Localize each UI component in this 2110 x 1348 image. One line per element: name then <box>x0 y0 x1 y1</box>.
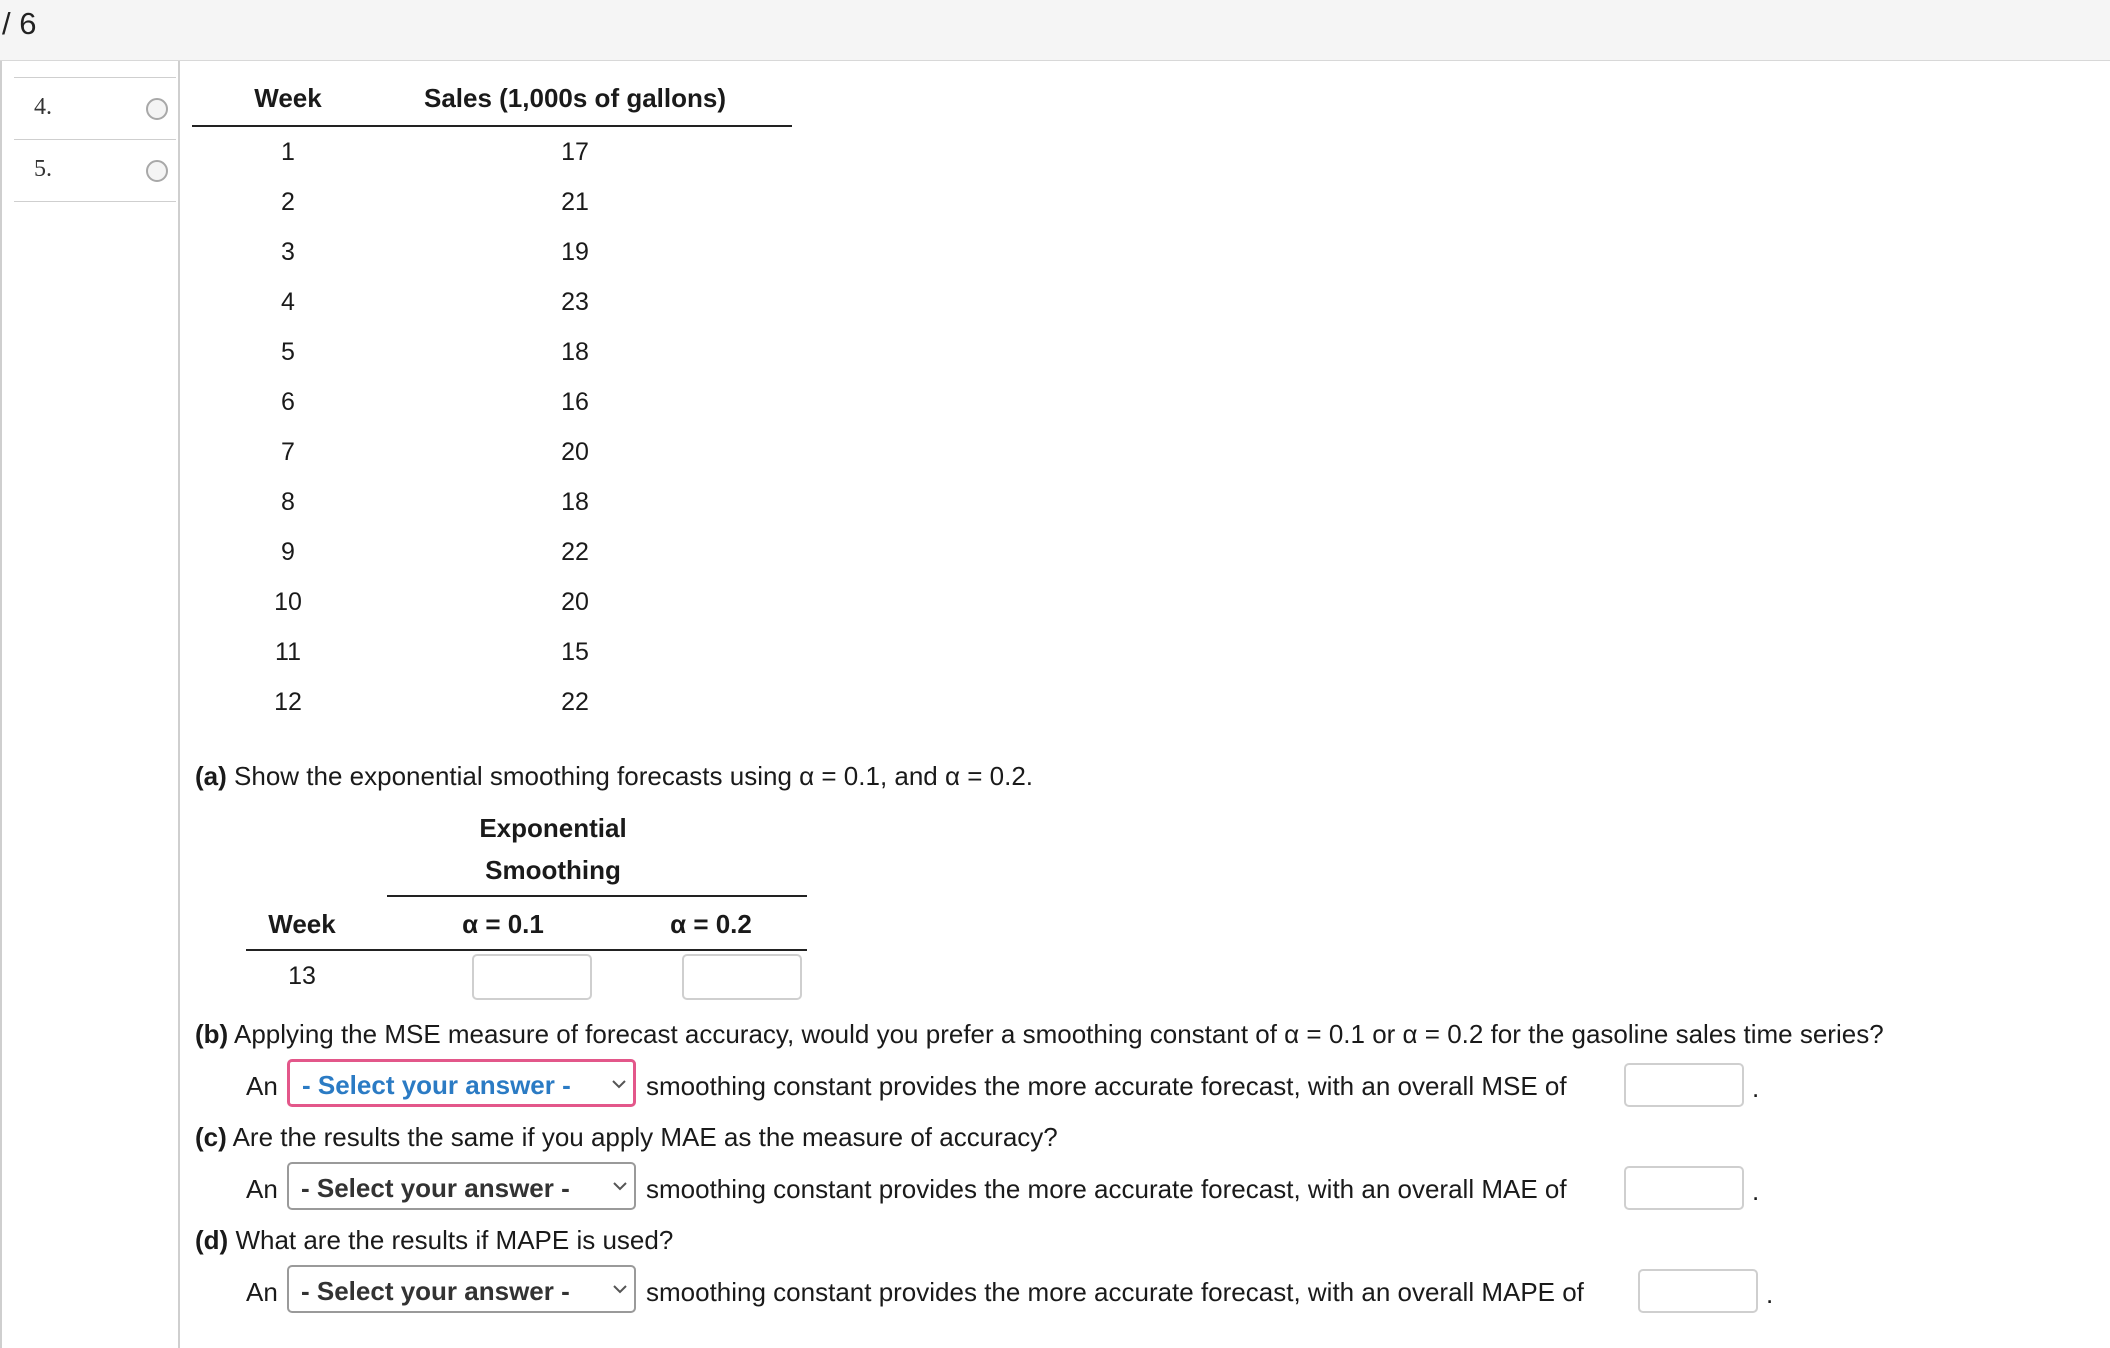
status-radio-icon[interactable] <box>146 160 168 182</box>
part-a-label: (a) <box>195 761 227 791</box>
week-cell: 1 <box>281 138 295 166</box>
sales-cell: 19 <box>561 238 589 266</box>
forecast-week-value: 13 <box>288 962 316 990</box>
status-radio-icon[interactable] <box>146 98 168 120</box>
table-header-rule <box>192 125 792 127</box>
chevron-down-icon <box>612 1281 628 1297</box>
week-cell: 6 <box>281 388 295 416</box>
part-c-text: Are the results the same if you apply MAE as the measure of accuracy? <box>232 1122 1058 1152</box>
page-counter: / 6 <box>2 6 37 41</box>
part-d-mape-input[interactable] <box>1638 1269 1758 1313</box>
sidebar-divider <box>14 61 176 78</box>
week-cell: 10 <box>274 588 302 616</box>
forecast-col-alpha-01: α = 0.1 <box>462 909 544 939</box>
sales-cell: 22 <box>561 538 589 566</box>
week-cell: 7 <box>281 438 295 466</box>
part-b-select[interactable] <box>287 1059 636 1107</box>
forecast-header-rule <box>246 949 807 951</box>
part-b-select-value: - Select your answer - <box>302 1070 571 1100</box>
sales-cell: 16 <box>561 388 589 416</box>
part-b-label: (b) <box>195 1019 229 1049</box>
week-cell: 11 <box>275 638 301 666</box>
forecast-alpha-02-input[interactable] <box>682 954 802 1000</box>
week-cell: 9 <box>281 538 295 566</box>
forecast-col-week: Week <box>268 909 336 939</box>
part-b-text: Applying the MSE measure of forecast accuracy, would you prefer a smoothing constant of α = 0.1 or α = 0.2 for the gasoline sales time series? <box>234 1019 1884 1049</box>
part-d-text: What are the results if MAPE is used? <box>235 1225 674 1255</box>
chevron-down-icon <box>611 1076 627 1092</box>
part-d-select-value: - Select your answer - <box>301 1276 570 1306</box>
part-c-select[interactable] <box>287 1162 636 1210</box>
week-cell: 5 <box>281 338 295 366</box>
sales-cell: 23 <box>561 288 589 316</box>
part-c-label: (c) <box>195 1122 227 1152</box>
sales-cell: 20 <box>561 438 589 466</box>
part-b-suffix: smoothing constant provides the more accurate forecast, with an overall MSE of <box>646 1071 1567 1101</box>
part-d-label: (d) <box>195 1225 229 1255</box>
part-c-prefix: An <box>246 1174 278 1204</box>
part-d-suffix: smoothing constant provides the more accurate forecast, with an overall MAPE of <box>646 1277 1584 1307</box>
part-c-period: . <box>1752 1176 1760 1206</box>
sidebar-item-number: 5. <box>34 156 52 182</box>
part-c-suffix: smoothing constant provides the more accurate forecast, with an overall MAE of <box>646 1174 1567 1204</box>
part-c-select-value: - Select your answer - <box>301 1173 570 1203</box>
sales-cell: 18 <box>561 488 589 516</box>
col-header-sales: Sales (1,000s of gallons) <box>423 83 726 113</box>
week-cell: 2 <box>281 188 295 216</box>
part-d-select[interactable] <box>287 1265 636 1313</box>
question-content <box>178 61 2110 1348</box>
week-cell: 3 <box>281 238 295 266</box>
part-d-period: . <box>1766 1279 1774 1309</box>
part-a-prompt <box>195 761 1033 792</box>
part-b-mse-input[interactable] <box>1624 1063 1744 1107</box>
week-cell: 8 <box>281 488 295 516</box>
part-c-prompt <box>195 1122 1058 1153</box>
sales-cell: 22 <box>561 688 589 716</box>
sidebar-item-5[interactable] <box>14 140 176 202</box>
week-cell: 4 <box>281 288 295 316</box>
sidebar-item-4[interactable] <box>14 78 176 140</box>
sidebar-item-number: 4. <box>34 94 52 120</box>
part-a-text: Show the exponential smoothing forecasts using α = 0.1, and α = 0.2. <box>234 761 1034 791</box>
col-header-week: Week <box>254 83 322 113</box>
smoothing-group-header-1: Exponential <box>479 813 627 843</box>
sales-cell: 20 <box>561 588 589 616</box>
part-b-prefix: An <box>246 1071 278 1101</box>
week-cell: 12 <box>274 688 302 716</box>
sales-cell: 17 <box>561 138 589 166</box>
sales-cell: 18 <box>561 338 589 366</box>
part-d-prefix: An <box>246 1277 278 1307</box>
question-sidebar <box>0 61 180 1348</box>
sales-cell: 21 <box>561 188 589 216</box>
part-b-period: . <box>1752 1073 1760 1103</box>
smoothing-group-header-2: Smoothing <box>485 855 621 885</box>
sales-cell: 15 <box>561 638 589 666</box>
part-d-prompt <box>195 1225 673 1256</box>
group-header-rule <box>387 895 807 897</box>
part-c-mae-input[interactable] <box>1624 1166 1744 1210</box>
top-bar <box>0 0 2110 61</box>
chevron-down-icon <box>612 1178 628 1194</box>
part-b-prompt <box>195 1019 1884 1050</box>
forecast-alpha-01-input[interactable] <box>472 954 592 1000</box>
forecast-col-alpha-02: α = 0.2 <box>670 909 752 939</box>
